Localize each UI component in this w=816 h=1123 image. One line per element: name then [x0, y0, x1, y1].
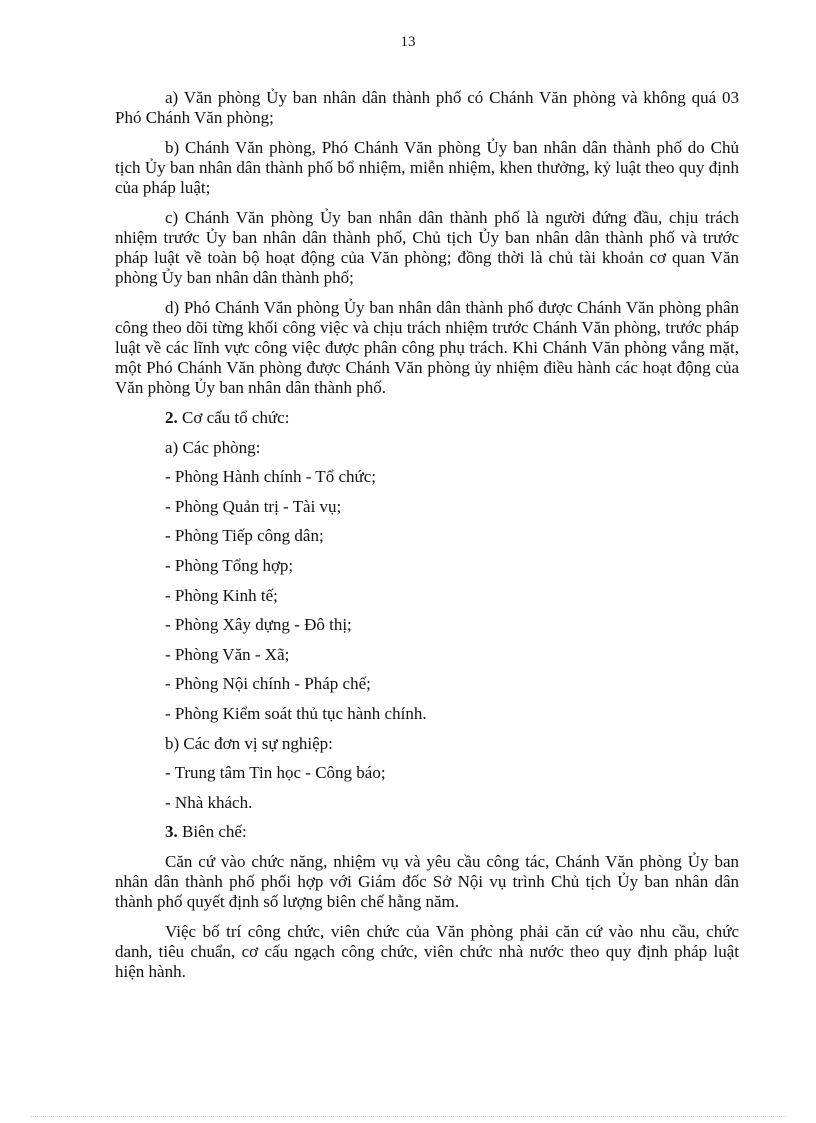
- section-2-number: 2.: [165, 408, 178, 427]
- section-3-paragraph: Việc bố trí công chức, viên chức của Văn phòng phải căn cứ vào nhu cầu, chức danh, tiêu chuẩn, cơ cấu ngạch công chức, viên chức nhà nước theo quy định pháp luật hiện hành.: [115, 921, 739, 981]
- subsection-a-heading: a) Các phòng:: [165, 437, 261, 457]
- paragraph-b: b) Chánh Văn phòng, Phó Chánh Văn phòng Ủy ban nhân dân thành phố do Chủ tịch Ủy ban nhân dân thành phố bổ nhiệm, miễn nhiệm, khen thưởng, kỷ luật theo quy định của pháp luật;: [115, 138, 739, 197]
- section-3-title: Biên chế:: [177, 822, 247, 842]
- section-2-title: Cơ cấu tổ chức:: [177, 408, 290, 427]
- unit-item: - Nhà khách.: [165, 792, 253, 812]
- room-item: - Phòng Văn - Xã;: [165, 644, 290, 664]
- room-item: - Phòng Tổng hợp;: [165, 555, 294, 575]
- room-item: - Phòng Xây dựng - Đô thị;: [165, 615, 352, 635]
- room-item: - Phòng Kiểm soát thủ tục hành chính.: [165, 703, 427, 723]
- room-item: - Phòng Hành chính - Tổ chức;: [165, 467, 376, 487]
- unit-item: - Trung tâm Tin học - Công báo;: [165, 763, 386, 783]
- room-item: - Phòng Quản trị - Tài vụ;: [165, 496, 342, 516]
- paragraph-a: a) Văn phòng Ủy ban nhân dân thành phố có Chánh Văn phòng và không quá 03 Phó Chánh Văn phòng;: [115, 88, 739, 127]
- section-3-heading: [115, 822, 739, 842]
- paragraph-d: d) Phó Chánh Văn phòng Ủy ban nhân dân thành phố được Chánh Văn phòng phân công theo dõi từng khối công việc và chịu trách nhiệm trước Chánh Văn phòng, trước pháp luật về các lĩnh vực công việc được phân công phụ trách. Khi Chánh Văn phòng vắng mặt, một Phó Chánh Văn phòng được Chánh Văn phòng ủy nhiệm điều hành các hoạt động của Văn phòng Ủy ban nhân dân thành phố.: [115, 298, 739, 397]
- section-2-heading: [115, 408, 739, 428]
- page-bottom-divider: [30, 1116, 786, 1117]
- room-item: - Phòng Kinh tế;: [165, 585, 278, 605]
- page-number: 13: [400, 34, 416, 50]
- section-3-number: 3.: [165, 822, 178, 842]
- room-item: - Phòng Tiếp công dân;: [165, 526, 324, 546]
- subsection-b-heading: b) Các đơn vị sự nghiệp:: [165, 733, 333, 753]
- section-3-paragraph: Căn cứ vào chức năng, nhiệm vụ và yêu cầu công tác, Chánh Văn phòng Ủy ban nhân dân thành phố phối hợp với Giám đốc Sở Nội vụ trình Chủ tịch Ủy ban nhân dân thành phố quyết định số lượng biên chế hằng năm.: [115, 851, 739, 911]
- document-body: [115, 88, 739, 992]
- paragraph-c: c) Chánh Văn phòng Ủy ban nhân dân thành phố là người đứng đầu, chịu trách nhiệm trước Ủy ban nhân dân thành phố, Chủ tịch Ủy ban nhân dân thành phố và trước pháp luật về toàn bộ hoạt động của Văn phòng; đồng thời là chủ tài khoản cơ quan Văn phòng Ủy ban nhân dân thành phố;: [115, 208, 739, 287]
- room-item: - Phòng Nội chính - Pháp chế;: [165, 674, 371, 694]
